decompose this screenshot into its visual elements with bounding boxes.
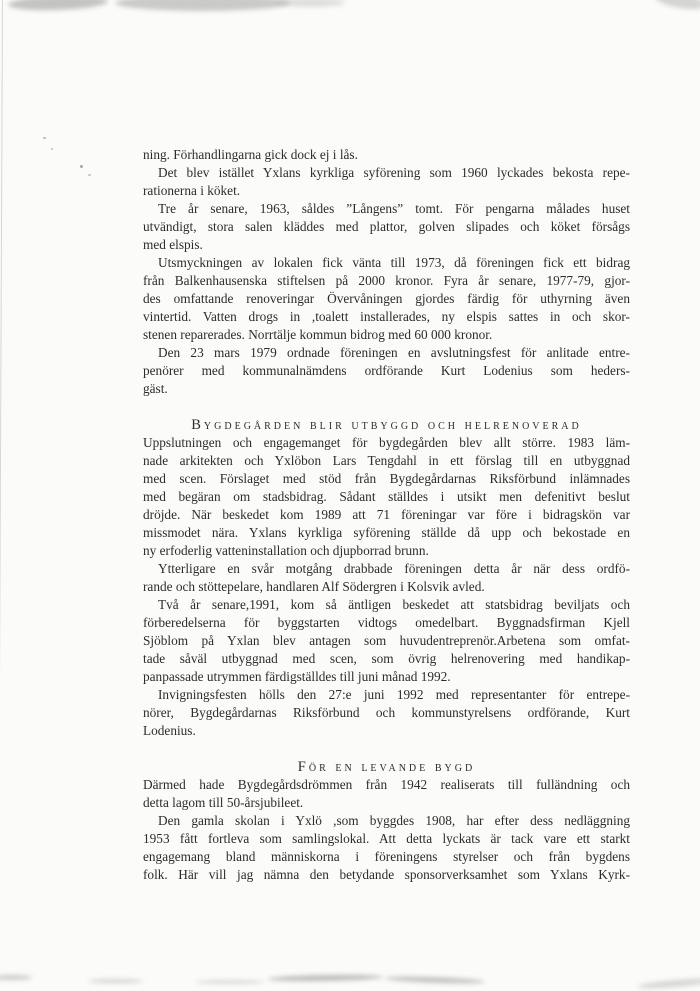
text-line: des omfattande renoveringar Övervåningen gjordes färdig för uthyrning även: [143, 291, 630, 306]
text-line: nade arkitekten och Yxlöbon Lars Tengdahl in ett förslag till en utbyggnad: [143, 453, 630, 468]
text-line: engagemang bland människorna i föreningens styrelser och från bygdens: [143, 849, 630, 864]
scan-dot-1: [43, 137, 46, 139]
text-line: Den gamla skolan i Yxlö ,som byggdes 1908, har efter dess nedläggning: [158, 813, 630, 828]
paragraph: [143, 344, 630, 398]
text-line: vintertid. Vatten drogs in ,toalett installerades, ny elspis sattes in och skor-: [143, 309, 630, 324]
text-line: Lodenius.: [143, 723, 196, 738]
text-line: ny erfoderlig vatteninstallation och djupborrad brunn.: [143, 543, 429, 558]
scan-artifact-bottom-4: [268, 974, 383, 982]
page-text: [143, 146, 630, 884]
text-line: dröjde. När beskedet kom 1989 att 71 föreningar var före i bidragskön var: [143, 507, 630, 522]
text-line: Sjöblom på Yxlan blev antagen som huvudentreprenör.Arbetena som omfat-: [143, 633, 630, 648]
scan-artifact-top-center: [115, 0, 290, 11]
text-line: Därmed hade Bygdegårdsdrömmen från 1942 realiserats till fulländning och: [143, 777, 630, 792]
scan-artifact-bottom-1: [0, 975, 32, 980]
text-line: gäst.: [143, 381, 168, 396]
text-line: utvändigt, stora salen kläddes med plattor, golven slipades och köket försågs: [143, 219, 630, 234]
text-line: Tre år senare, 1963, såldes ”Långens” tomt. För pengarna målades huset: [158, 201, 630, 216]
paragraph: [143, 776, 630, 812]
scan-artifact-top-right: [654, 0, 700, 12]
scan-artifact-bottom-6: [638, 977, 700, 991]
text-line: Ytterligare en svår motgång drabbade föreningen detta år när dess ordfö-: [158, 561, 630, 576]
text-line: 1953 fått fortleva som samlingslokal. Att detta lyckats är tack vare ett starkt: [143, 831, 630, 846]
text-line: Uppslutningen och engagemanget för bygdegården blev allt större. 1983 läm-: [143, 435, 630, 450]
text-line: med begäran om stadsbidrag. Sådant ställdes i utsikt men defenitivt beslut: [143, 489, 630, 504]
text-line: folk. Här vill jag nämna den betydande sponsorverksamhet som Yxlans Kyrk-: [143, 867, 630, 882]
section-heading: För en levande bygd: [297, 759, 476, 775]
text-line: Utsmyckningen av lokalen fick vänta till 1973, då föreningen fick ett bidrag: [158, 255, 630, 270]
text-line: med scen. Förslaget med stöd från Bygdegårdarnas Riksförbund inlämnades: [143, 471, 630, 486]
text-line: panpassade utrymmen färdigställdes till juni månad 1992.: [143, 669, 451, 684]
text-line: penörer med kommunalnämdens ordförande Kurt Lodenius som heders-: [143, 363, 630, 378]
text-line: nörer, Bygdegårdarnas Riksförbund och kommunstyrelsens ordförande, Kurt: [143, 705, 630, 720]
text-line: med elspis.: [143, 237, 203, 252]
paragraph: [143, 812, 630, 884]
text-line: Den 23 mars 1979 ordnade föreningen en avslutningsfest för anlitade entre-: [158, 345, 630, 360]
paragraph: [143, 596, 630, 686]
text-line: rande och stöttepelare, handlaren Alf Södergren i Kolsvik avled.: [143, 579, 485, 594]
text-line: Invigningsfesten hölls den 27:e juni 1992 med representanter för entrepe-: [158, 687, 630, 702]
paragraph: [143, 560, 630, 596]
paragraph: [143, 200, 630, 254]
text-line: ning. Förhandlingarna gick dock ej i lås.: [143, 147, 358, 162]
scan-artifact-bottom-2: [88, 979, 143, 983]
text-line: detta lagom till 50-årsjubileet.: [143, 795, 304, 810]
paragraph: [143, 254, 630, 344]
text-line: från Balkenhausenska stiftelsen på 2000 kronor. Fyra år senare, 1977-79, gjor-: [143, 273, 630, 288]
paragraph: [143, 434, 630, 560]
text-line: Det blev istället Yxlans kyrkliga syförening som 1960 lyckades bekosta repe-: [158, 165, 630, 180]
text-line: förberedelserna för byggstarten vidtogs omedelbart. Byggnadsfirman Kjell: [143, 615, 630, 630]
scan-dot-3: [80, 165, 83, 168]
text-line: rationerna i köket.: [143, 183, 241, 198]
scan-dot-2: [51, 148, 53, 150]
text-line: missmodet nära. Yxlans kyrkliga syförening ställde då upp och bekostade en: [143, 525, 630, 540]
scan-artifact-bottom-3: [195, 980, 265, 984]
scan-artifact-top-left: [8, 0, 108, 12]
scan-crease-left: [0, 0, 3, 991]
section-heading: Bygdegården blir utbyggd och helrenoverad: [191, 417, 582, 433]
text-line: Två år senare,1991, kom så äntligen beskedet att statsbidrag beviljats och: [158, 597, 630, 612]
scan-artifact-bottom-5: [385, 975, 485, 984]
text-line: tade såväl utbyggnad med scen, som övrig helrenovering med handikap-: [143, 651, 630, 666]
scan-dot-4: [88, 174, 91, 176]
scan-artifact-top-center-2: [275, 0, 345, 7]
paragraph: [143, 146, 630, 164]
text-line: stenen reparerades. Norrtälje kommun bidrog med 60 000 kronor.: [143, 327, 493, 342]
paragraph: [143, 164, 630, 200]
paragraph: [143, 686, 630, 740]
